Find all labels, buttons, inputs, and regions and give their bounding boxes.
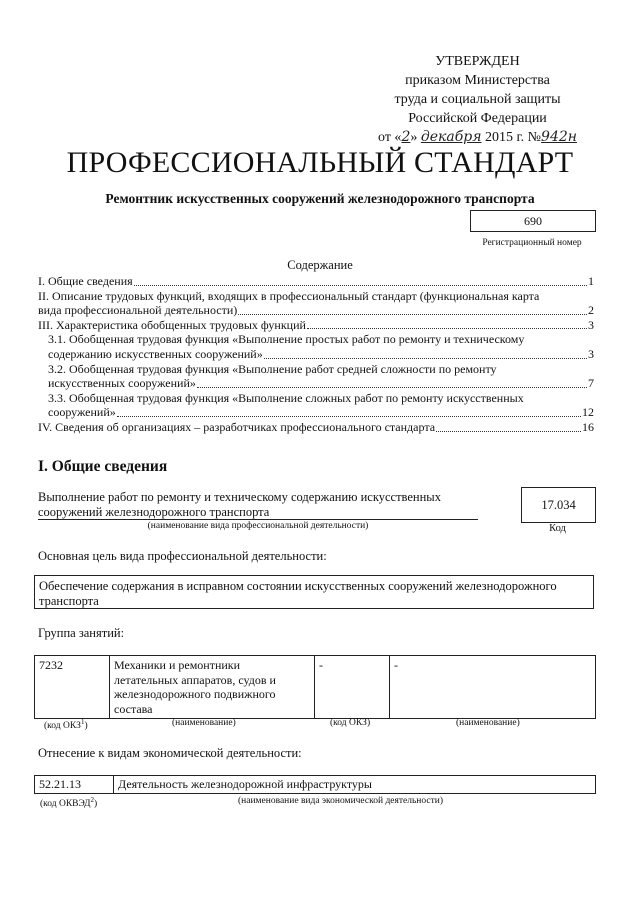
name-caption: (наименование) — [172, 718, 236, 728]
occupation-name-line: состава — [114, 701, 153, 716]
okved-name-caption: (наименование вида экономической деятельности) — [238, 796, 443, 806]
registration-label: Регистрационный номер — [482, 238, 582, 248]
occupation-group-table — [34, 655, 596, 719]
toc-item-page: 16 — [582, 419, 594, 434]
toc-item-page: 1 — [588, 274, 594, 288]
toc-item-text: вида профессиональной деятельности) — [38, 303, 238, 318]
toc-item-text: IV. Сведения об организациях – разработчиках профессионального стандарта — [38, 419, 436, 434]
toc-item-text: сооружений» — [48, 405, 116, 420]
toc-item-text: содержанию искусственных сооружений» — [48, 346, 263, 361]
toc-item-text: I. Общие сведения — [38, 274, 133, 288]
okz-code-2: - — [315, 656, 390, 719]
toc-item-text-line1: 3.1. Обобщенная трудовая функция «Выполнение простых работ по ремонту и техническому — [48, 332, 525, 347]
approval-line-2: приказом Министерства — [405, 73, 550, 88]
toc-item-text-line1: 3.2. Обобщенная трудовая функция «Выполнение работ средней сложности по ремонту — [48, 361, 497, 376]
toc-item[interactable] — [38, 391, 594, 420]
okz-code-1: 7232 — [35, 656, 110, 719]
occupation-name-line: Механики и ремонтники — [114, 658, 241, 672]
occupation-name-2: - — [390, 656, 596, 719]
occupation-name-1 — [110, 656, 315, 719]
date-year: 2015 г. № — [481, 130, 542, 145]
toc-heading: Содержание — [287, 258, 353, 272]
toc-item-page: 2 — [588, 303, 594, 318]
okz-caption — [44, 718, 88, 731]
occupation-name-line: железнодорожного подвижного — [114, 687, 276, 701]
activity-caption: (наименование вида профессиональной деятельности) — [147, 521, 369, 531]
okved-name: Деятельность железнодорожной инфраструктуры — [114, 776, 596, 794]
registration-number: 690 — [470, 210, 596, 232]
date-month: декабря — [420, 129, 482, 145]
activity-name-line1: Выполнение работ по ремонту и техническому содержанию искусственных — [38, 490, 441, 504]
approval-line-4: Российской Федерации — [408, 111, 547, 126]
table-of-contents — [38, 274, 594, 435]
occupation-name-line: летательных аппаратов, судов и — [114, 672, 276, 687]
toc-item-text: искусственных сооружений» — [48, 376, 196, 391]
goal-line1: Обеспечение содержания в исправном состоянии искусственных сооружений железнодорожного — [39, 579, 557, 593]
date-day: 2 — [401, 129, 411, 145]
goal-label: Основная цель вида профессиональной деятельности: — [38, 549, 327, 563]
footnote-2: 2 — [90, 796, 94, 804]
toc-item[interactable] — [38, 274, 594, 289]
toc-item-page: 7 — [588, 376, 594, 391]
document-subtitle: Ремонтник искусственных сооружений железнодорожного транспорта — [105, 191, 535, 206]
goal-box — [34, 575, 594, 609]
goal-line2: транспорта — [39, 593, 99, 608]
approval-date — [370, 128, 585, 147]
approval-block — [370, 52, 585, 147]
okved-code: 52.21.13 — [35, 776, 114, 794]
date-mid: » — [410, 130, 421, 145]
toc-item[interactable] — [38, 420, 594, 435]
toc-item-text: III. Характеристика обобщенных трудовых функций — [38, 317, 306, 332]
toc-item-text-line1: II. Описание трудовых функций, входящих в профессиональный стандарт (функциональная карта — [38, 288, 540, 303]
section-heading: I. Общие сведения — [38, 458, 168, 475]
document-title: ПРОФЕССИОНАЛЬНЫЙ СТАНДАРТ — [66, 146, 574, 179]
name-caption-2: (наименование) — [456, 718, 520, 728]
okz-caption-2: (код ОКЗ) — [330, 718, 371, 728]
okved-caption-text: (код ОКВЭД — [40, 799, 91, 810]
group-label: Группа занятий: — [38, 626, 125, 640]
toc-item-page: 3 — [588, 346, 594, 361]
toc-item-page: 12 — [582, 405, 594, 420]
table-row — [35, 776, 596, 794]
toc-item[interactable] — [38, 362, 594, 391]
footnote-1: 1 — [80, 718, 85, 726]
approval-line-3: труда и социальной защиты — [394, 92, 561, 107]
order-number: 942н — [541, 129, 577, 145]
table-row — [35, 656, 596, 719]
code-caption: Код — [549, 523, 566, 534]
okved-table — [34, 775, 596, 794]
toc-item[interactable] — [38, 289, 594, 318]
activity-name-line2: сооружений железнодорожного транспорта — [38, 504, 270, 519]
okz-caption-close: ) — [84, 721, 88, 732]
approval-line-1: УТВЕРЖДЕН — [435, 54, 520, 69]
toc-item[interactable] — [38, 332, 594, 361]
activity-underline — [38, 519, 478, 520]
toc-item[interactable] — [38, 318, 594, 333]
okved-caption-close: ) — [93, 799, 98, 810]
okved-label: Отнесение к видам экономической деятельности: — [38, 746, 302, 760]
okved-code-caption — [40, 796, 97, 809]
toc-item-text-line1: 3.3. Обобщенная трудовая функция «Выполнение сложных работ по ремонту искусственных — [48, 390, 524, 405]
okz-caption-text: (код ОКЗ — [44, 721, 81, 732]
date-prefix: от « — [378, 130, 402, 145]
activity-name — [38, 490, 478, 519]
activity-code: 17.034 — [521, 487, 596, 523]
toc-item-page: 3 — [588, 317, 594, 332]
